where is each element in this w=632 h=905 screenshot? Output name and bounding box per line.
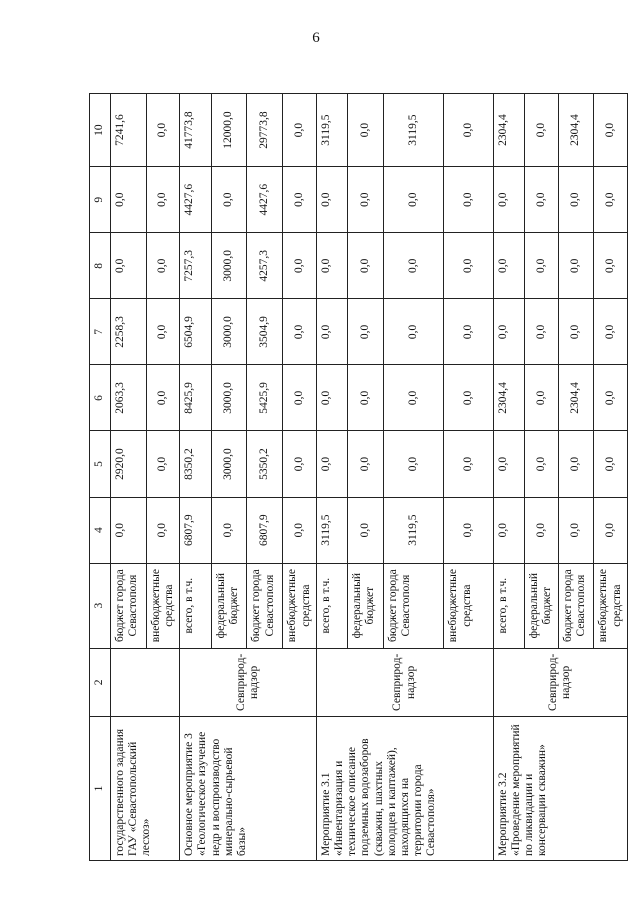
value-cell: 0,0 bbox=[283, 94, 316, 167]
value-cell: 0,0 bbox=[316, 365, 347, 431]
value-cell: 0,0 bbox=[383, 233, 443, 299]
table-body bbox=[90, 94, 628, 861]
value-cell: 0,0 bbox=[444, 299, 493, 365]
value-cell: 3119,5 bbox=[316, 497, 347, 563]
header-row bbox=[90, 94, 111, 861]
value-cell: 0,0 bbox=[316, 431, 347, 497]
value-cell: 2304,4 bbox=[558, 94, 594, 167]
table-row bbox=[316, 94, 347, 861]
value-cell: 0,0 bbox=[594, 431, 627, 497]
value-cell: 0,0 bbox=[283, 431, 316, 497]
header-cell: 3 bbox=[90, 563, 111, 648]
value-cell: 6504,9 bbox=[180, 299, 211, 365]
value-cell: 29773,8 bbox=[247, 94, 283, 167]
funding-source-cell: бюджет города Севастополя bbox=[247, 563, 283, 648]
value-cell: 0,0 bbox=[111, 233, 147, 299]
header-cell: 4 bbox=[90, 497, 111, 563]
value-cell: 8425,9 bbox=[180, 365, 211, 431]
value-cell: 5425,9 bbox=[247, 365, 283, 431]
value-cell: 0,0 bbox=[146, 299, 179, 365]
value-cell: 0,0 bbox=[146, 94, 179, 167]
value-cell: 8350,2 bbox=[180, 431, 211, 497]
table-row bbox=[111, 94, 147, 861]
value-cell: 7257,3 bbox=[180, 233, 211, 299]
funding-table bbox=[89, 93, 628, 861]
value-cell: 2258,3 bbox=[111, 299, 147, 365]
measure-name-cell: Основное мероприятие 3 «Геологическое изучение недр и воспроизводство минерально-сырьевой базы» bbox=[180, 717, 316, 861]
rotated-table-container bbox=[89, 93, 623, 861]
value-cell: 6807,9 bbox=[180, 497, 211, 563]
value-cell: 0,0 bbox=[444, 497, 493, 563]
value-cell: 0,0 bbox=[283, 167, 316, 233]
value-cell: 0,0 bbox=[383, 365, 443, 431]
value-cell: 0,0 bbox=[493, 233, 524, 299]
value-cell: 0,0 bbox=[594, 299, 627, 365]
value-cell: 2304,4 bbox=[493, 94, 524, 167]
value-cell: 0,0 bbox=[316, 167, 347, 233]
value-cell: 0,0 bbox=[525, 431, 559, 497]
value-cell: 0,0 bbox=[283, 299, 316, 365]
value-cell: 0,0 bbox=[348, 431, 384, 497]
funding-source-cell: внебюджетные средства bbox=[594, 563, 627, 648]
funding-source-cell: внебюджетные средства bbox=[146, 563, 179, 648]
value-cell: 0,0 bbox=[558, 167, 594, 233]
funding-source-cell: бюджет города Севастополя bbox=[558, 563, 594, 648]
value-cell: 0,0 bbox=[493, 497, 524, 563]
executor-cell: Севприрод-надзор bbox=[316, 648, 493, 716]
value-cell: 4427,6 bbox=[247, 167, 283, 233]
value-cell: 0,0 bbox=[111, 497, 147, 563]
value-cell: 0,0 bbox=[558, 233, 594, 299]
funding-source-cell: бюджет города Севастополя bbox=[111, 563, 147, 648]
value-cell: 0,0 bbox=[444, 431, 493, 497]
value-cell: 0,0 bbox=[383, 431, 443, 497]
value-cell: 2920,0 bbox=[111, 431, 147, 497]
measure-name-cell: Мероприятие 3.1 «Инвентаризация и техническое описание подземных водозаборов (скважин, шахтных колодцев и каптажей), находящихся на территории города Севастополя» bbox=[316, 717, 493, 861]
table-row bbox=[180, 94, 211, 861]
value-cell: 0,0 bbox=[444, 167, 493, 233]
funding-source-cell: внебюджетные средства bbox=[444, 563, 493, 648]
value-cell: 4427,6 bbox=[180, 167, 211, 233]
value-cell: 3000,0 bbox=[211, 233, 247, 299]
value-cell: 0,0 bbox=[444, 94, 493, 167]
value-cell: 0,0 bbox=[111, 167, 147, 233]
value-cell: 0,0 bbox=[211, 167, 247, 233]
value-cell: 5350,2 bbox=[247, 431, 283, 497]
value-cell: 0,0 bbox=[525, 94, 559, 167]
value-cell: 0,0 bbox=[558, 431, 594, 497]
value-cell: 3119,5 bbox=[316, 94, 347, 167]
value-cell: 4257,3 bbox=[247, 233, 283, 299]
funding-source-cell: бюджет города Севастополя bbox=[383, 563, 443, 648]
header-cell: 7 bbox=[90, 299, 111, 365]
funding-source-cell: всего, в т.ч. bbox=[316, 563, 347, 648]
value-cell: 0,0 bbox=[525, 497, 559, 563]
value-cell: 0,0 bbox=[444, 365, 493, 431]
value-cell: 3000,0 bbox=[211, 431, 247, 497]
header-cell: 10 bbox=[90, 94, 111, 167]
value-cell: 0,0 bbox=[383, 299, 443, 365]
value-cell: 0,0 bbox=[558, 497, 594, 563]
funding-source-cell: федеральный бюджет bbox=[211, 563, 247, 648]
header-cell: 8 bbox=[90, 233, 111, 299]
header-cell: 9 bbox=[90, 167, 111, 233]
value-cell: 0,0 bbox=[525, 365, 559, 431]
value-cell: 2063,3 bbox=[111, 365, 147, 431]
value-cell: 0,0 bbox=[146, 233, 179, 299]
funding-source-cell: федеральный бюджет bbox=[348, 563, 384, 648]
header-cell: 6 bbox=[90, 365, 111, 431]
value-cell: 0,0 bbox=[211, 497, 247, 563]
value-cell: 0,0 bbox=[348, 497, 384, 563]
value-cell: 41773,8 bbox=[180, 94, 211, 167]
value-cell: 0,0 bbox=[383, 167, 443, 233]
value-cell: 2304,4 bbox=[493, 365, 524, 431]
value-cell: 0,0 bbox=[316, 233, 347, 299]
header-cell: 2 bbox=[90, 648, 111, 716]
value-cell: 0,0 bbox=[348, 94, 384, 167]
value-cell: 0,0 bbox=[525, 233, 559, 299]
value-cell: 3119,5 bbox=[383, 94, 443, 167]
value-cell: 0,0 bbox=[316, 299, 347, 365]
value-cell: 0,0 bbox=[493, 431, 524, 497]
value-cell: 2304,4 bbox=[558, 365, 594, 431]
funding-source-cell: всего, в т.ч. bbox=[180, 563, 211, 648]
value-cell: 0,0 bbox=[146, 497, 179, 563]
value-cell: 0,0 bbox=[283, 233, 316, 299]
value-cell: 0,0 bbox=[558, 299, 594, 365]
funding-source-cell: федеральный бюджет bbox=[525, 563, 559, 648]
value-cell: 7241,6 bbox=[111, 94, 147, 167]
value-cell: 0,0 bbox=[146, 431, 179, 497]
value-cell: 0,0 bbox=[594, 167, 627, 233]
executor-cell: Севприрод-надзор bbox=[493, 648, 627, 716]
value-cell: 0,0 bbox=[283, 497, 316, 563]
measure-name-cell: государственного задания ГАУ «Севастопольский лесхоз» bbox=[111, 717, 180, 861]
value-cell: 6807,9 bbox=[247, 497, 283, 563]
value-cell: 0,0 bbox=[146, 365, 179, 431]
value-cell: 0,0 bbox=[348, 233, 384, 299]
value-cell: 3504,9 bbox=[247, 299, 283, 365]
value-cell: 3119,5 bbox=[383, 497, 443, 563]
value-cell: 0,0 bbox=[493, 299, 524, 365]
funding-source-cell: внебюджетные средства bbox=[283, 563, 316, 648]
value-cell: 3000,0 bbox=[211, 299, 247, 365]
header-cell: 1 bbox=[90, 717, 111, 861]
value-cell: 0,0 bbox=[348, 365, 384, 431]
header-cell: 5 bbox=[90, 431, 111, 497]
value-cell: 0,0 bbox=[525, 167, 559, 233]
value-cell: 0,0 bbox=[444, 233, 493, 299]
value-cell: 0,0 bbox=[283, 365, 316, 431]
value-cell: 0,0 bbox=[594, 497, 627, 563]
measure-name-cell: Мероприятие 3.2 «Проведение мероприятий по ликвидации и консервации скважин» bbox=[493, 717, 627, 861]
executor-cell: Севприрод-надзор bbox=[180, 648, 316, 716]
value-cell: 12000,0 bbox=[211, 94, 247, 167]
funding-source-cell: всего, в т.ч. bbox=[493, 563, 524, 648]
value-cell: 0,0 bbox=[594, 365, 627, 431]
executor-cell bbox=[111, 648, 180, 716]
value-cell: 0,0 bbox=[594, 94, 627, 167]
value-cell: 0,0 bbox=[146, 167, 179, 233]
value-cell: 3000,0 bbox=[211, 365, 247, 431]
value-cell: 0,0 bbox=[525, 299, 559, 365]
value-cell: 0,0 bbox=[594, 233, 627, 299]
value-cell: 0,0 bbox=[348, 299, 384, 365]
value-cell: 0,0 bbox=[493, 167, 524, 233]
table-row bbox=[493, 94, 524, 861]
page-number: 6 bbox=[312, 30, 320, 46]
value-cell: 0,0 bbox=[348, 167, 384, 233]
